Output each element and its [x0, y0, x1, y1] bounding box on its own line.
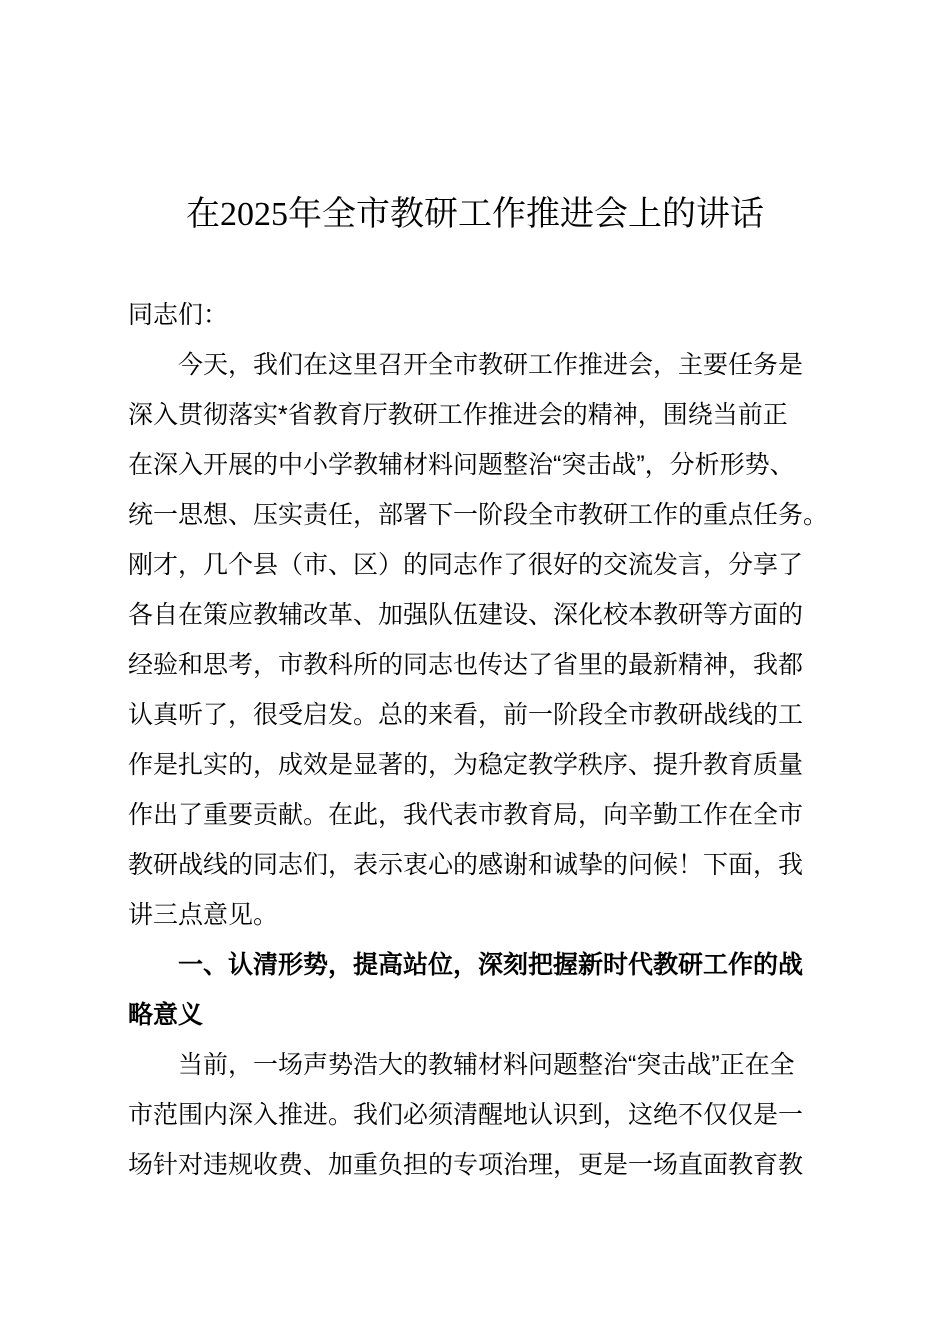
text-line: 深入贯彻落实*省教育厅教研工作推进会的精神，围绕当前正: [128, 401, 788, 429]
section-heading-1: [128, 940, 828, 1040]
paragraph-section-1: [128, 1040, 828, 1190]
text-line: 认真听了，很受启发。总的来看，前一阶段全市教研战线的工: [128, 701, 804, 729]
text-line: 略意义: [128, 1001, 204, 1029]
text-line: 场针对违规收费、加重负担的专项治理，更是一场直面教育教: [128, 1151, 804, 1179]
document-body: [128, 290, 828, 1190]
text-line: 作是扎实的，成效是显著的，为稳定教学秩序、提升教育质量: [128, 751, 804, 779]
document-title: 在2025年全市教研工作推进会上的讲话: [186, 196, 764, 233]
text-line: 在深入开展的中小学教辅材料问题整治“突击战”，分析形势、: [128, 451, 795, 479]
text-line: 教研战线的同志们，表示衷心的感谢和诚挚的问候！下面，我: [128, 851, 804, 879]
salutation: 同志们：: [128, 301, 229, 329]
text-line: 市范围内深入推进。我们必须清醒地认识到，这绝不仅仅是一: [128, 1101, 804, 1129]
text-line: 讲三点意见。: [128, 901, 279, 929]
text-line: 经验和思考，市教科所的同志也传达了省里的最新精神，我都: [128, 651, 804, 679]
text-line: 统一思想、压实责任，部署下一阶段全市教研工作的重点任务。: [128, 501, 829, 529]
text-line: 作出了重要贡献。在此，我代表市教育局，向辛勤工作在全市: [128, 801, 804, 829]
text-line: 一、认清形势，提高站位，深刻把握新时代教研工作的战: [178, 951, 804, 979]
text-line: 各自在策应教辅改革、加强队伍建设、深化校本教研等方面的: [128, 601, 804, 629]
text-line: 今天，我们在这里召开全市教研工作推进会，主要任务是: [178, 351, 804, 379]
text-line: 当前，一场声势浩大的教辅材料问题整治“突击战”正在全: [178, 1051, 795, 1079]
paragraph-intro: [128, 340, 828, 940]
text-line: 刚才，几个县（市、区）的同志作了很好的交流发言，分享了: [128, 551, 804, 579]
